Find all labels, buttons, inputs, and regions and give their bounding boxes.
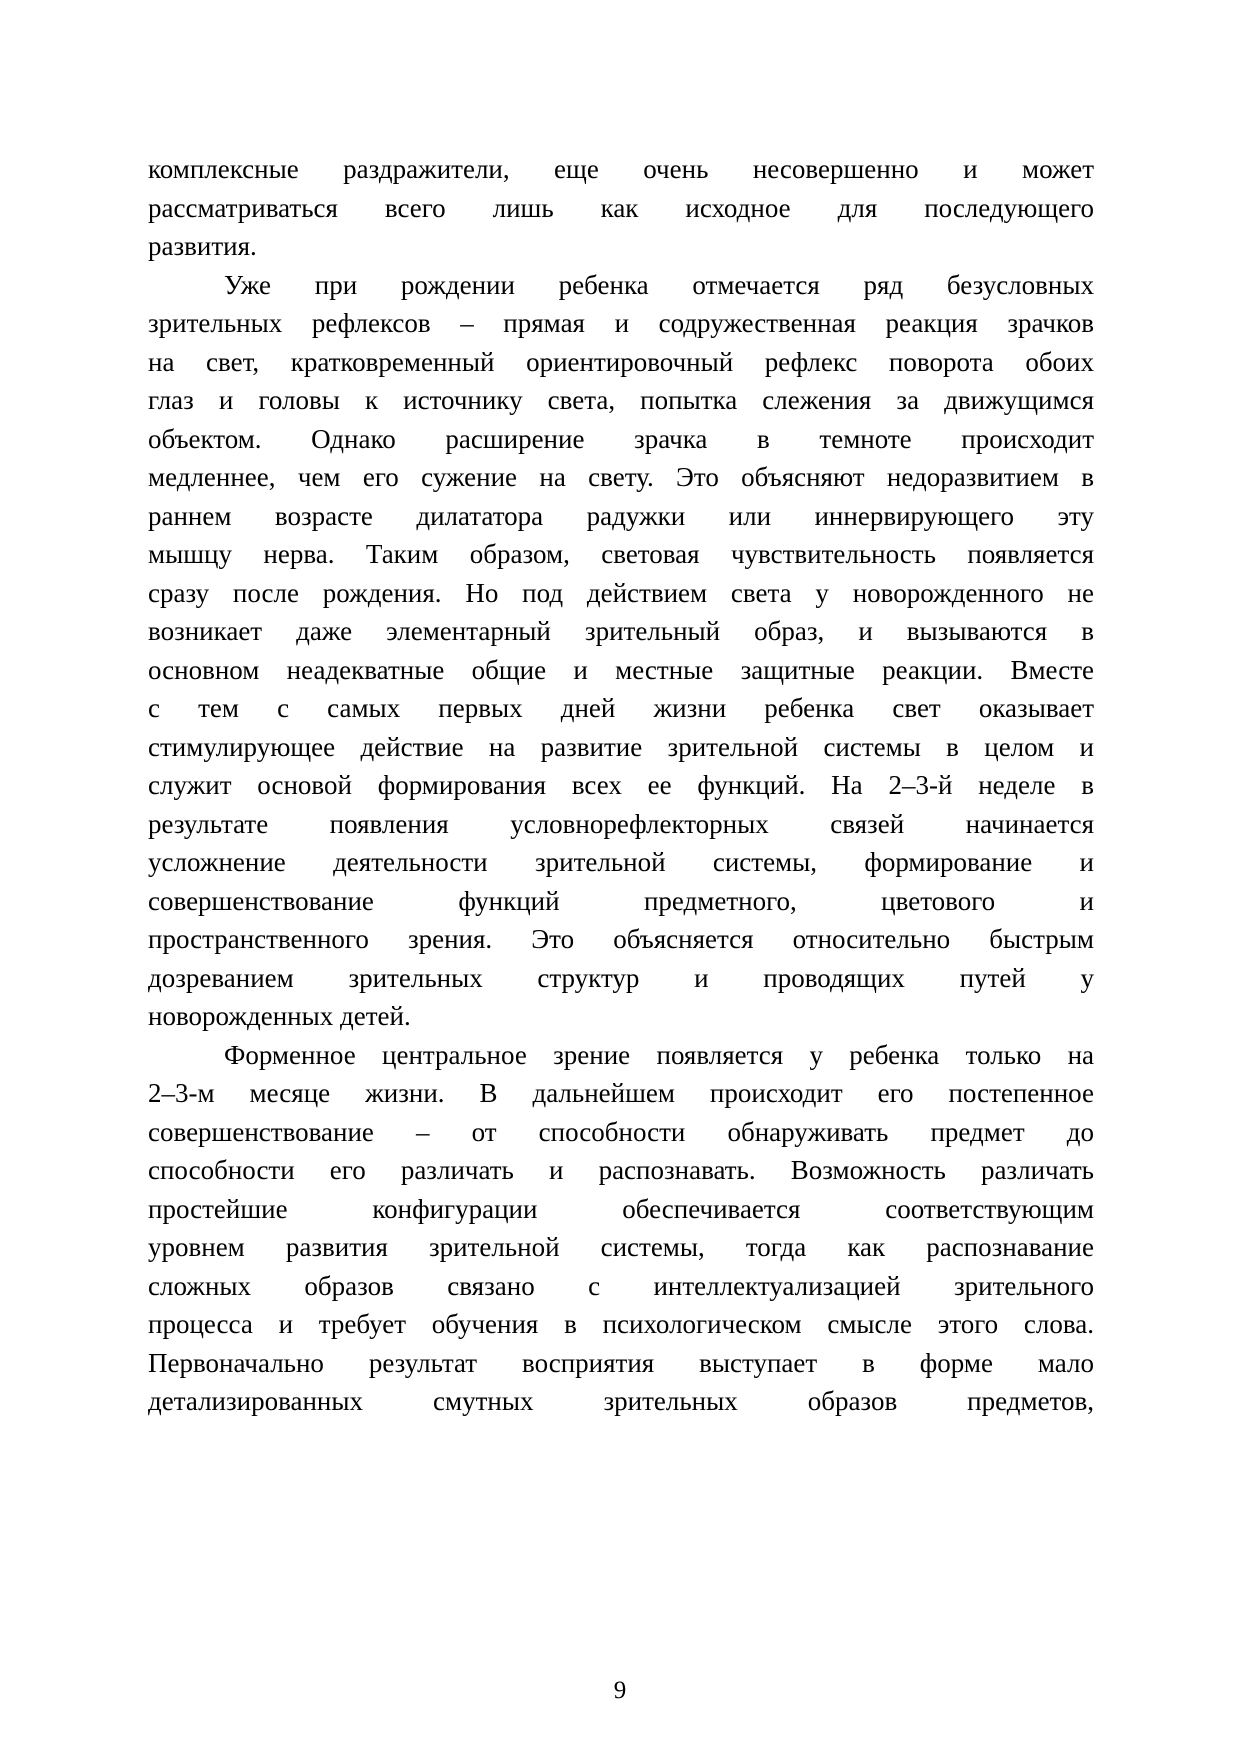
text-line: Первоначально результат восприятия выступает в форме мало bbox=[148, 1347, 1094, 1378]
text-line: возникает даже элементарный зрительный образ, и вызываются в bbox=[148, 616, 1094, 646]
paragraph-1 bbox=[148, 150, 1094, 266]
text-line: новорожденных детей. bbox=[148, 1001, 411, 1031]
text-line: Форменное центральное зрение появляется у ребенка только на bbox=[224, 1039, 1094, 1070]
text-line: пространственного зрения. Это объясняется относительно быстрым bbox=[148, 924, 1094, 954]
text-line: раннем возрасте дилататора радужки или иннервирующего эту bbox=[148, 500, 1094, 531]
text-line: глаз и головы к источнику света, попытка слежения за движущимся bbox=[148, 385, 1094, 415]
text-line: комплексные раздражители, еще очень несовершенно и может bbox=[148, 154, 1094, 184]
text-line: медленнее, чем его сужение на свету. Это объясняют недоразвитием в bbox=[148, 462, 1094, 492]
text-line: с тем с самых первых дней жизни ребенка свет оказывает bbox=[148, 693, 1094, 723]
text-line: уровнем развития зрительной системы, тогда как распознавание bbox=[148, 1232, 1094, 1262]
text-line: совершенствование – от способности обнаруживать предмет до bbox=[148, 1116, 1094, 1147]
text-line: простейшие конфигурации обеспечивается соответствующим bbox=[148, 1193, 1094, 1224]
paragraph-2 bbox=[148, 266, 1094, 1036]
text-line: способности его различать и распознавать. Возможность различать bbox=[148, 1155, 1094, 1185]
text-line: Уже при рождении ребенка отмечается ряд безусловных bbox=[224, 269, 1094, 300]
text-line: дозреванием зрительных структур и проводящих путей у bbox=[148, 962, 1094, 993]
text-line: стимулирующее действие на развитие зрительной системы в целом и bbox=[148, 731, 1094, 762]
body-text bbox=[148, 150, 1094, 1421]
text-line: на свет, кратковременный ориентировочный рефлекс поворота обоих bbox=[148, 346, 1094, 377]
text-line: основном неадекватные общие и местные защитные реакции. Вместе bbox=[148, 654, 1094, 685]
text-line: развития. bbox=[148, 231, 257, 261]
text-line: сложных образов связано с интеллектуализацией зрительного bbox=[148, 1270, 1094, 1301]
page-number: 9 bbox=[613, 1677, 627, 1704]
text-line: рассматриваться всего лишь как исходное для последующего bbox=[148, 192, 1094, 223]
text-line: служит основой формирования всех ее функций. На 2–3-й неделе в bbox=[148, 770, 1094, 800]
text-line: результате появления условнорефлекторных связей начинается bbox=[148, 808, 1094, 839]
text-line: зрительных рефлексов – прямая и содружественная реакция зрачков bbox=[148, 308, 1094, 338]
text-line: 2–3-м месяце жизни. В дальнейшем происходит его постепенное bbox=[148, 1078, 1094, 1108]
text-line: детализированных смутных зрительных образов предметов, bbox=[148, 1386, 1094, 1416]
text-line: сразу после рождения. Но под действием света у новорожденного не bbox=[148, 577, 1094, 608]
paragraph-3 bbox=[148, 1036, 1094, 1421]
text-line: усложнение деятельности зрительной системы, формирование и bbox=[148, 847, 1094, 877]
text-line: мышцу нерва. Таким образом, световая чувствительность появляется bbox=[148, 539, 1094, 569]
text-line: объектом. Однако расширение зрачка в темноте происходит bbox=[148, 423, 1094, 454]
text-line: процесса и требует обучения в психологическом смысле этого слова. bbox=[148, 1309, 1094, 1339]
text-line: совершенствование функций предметного, цветового и bbox=[148, 885, 1094, 916]
